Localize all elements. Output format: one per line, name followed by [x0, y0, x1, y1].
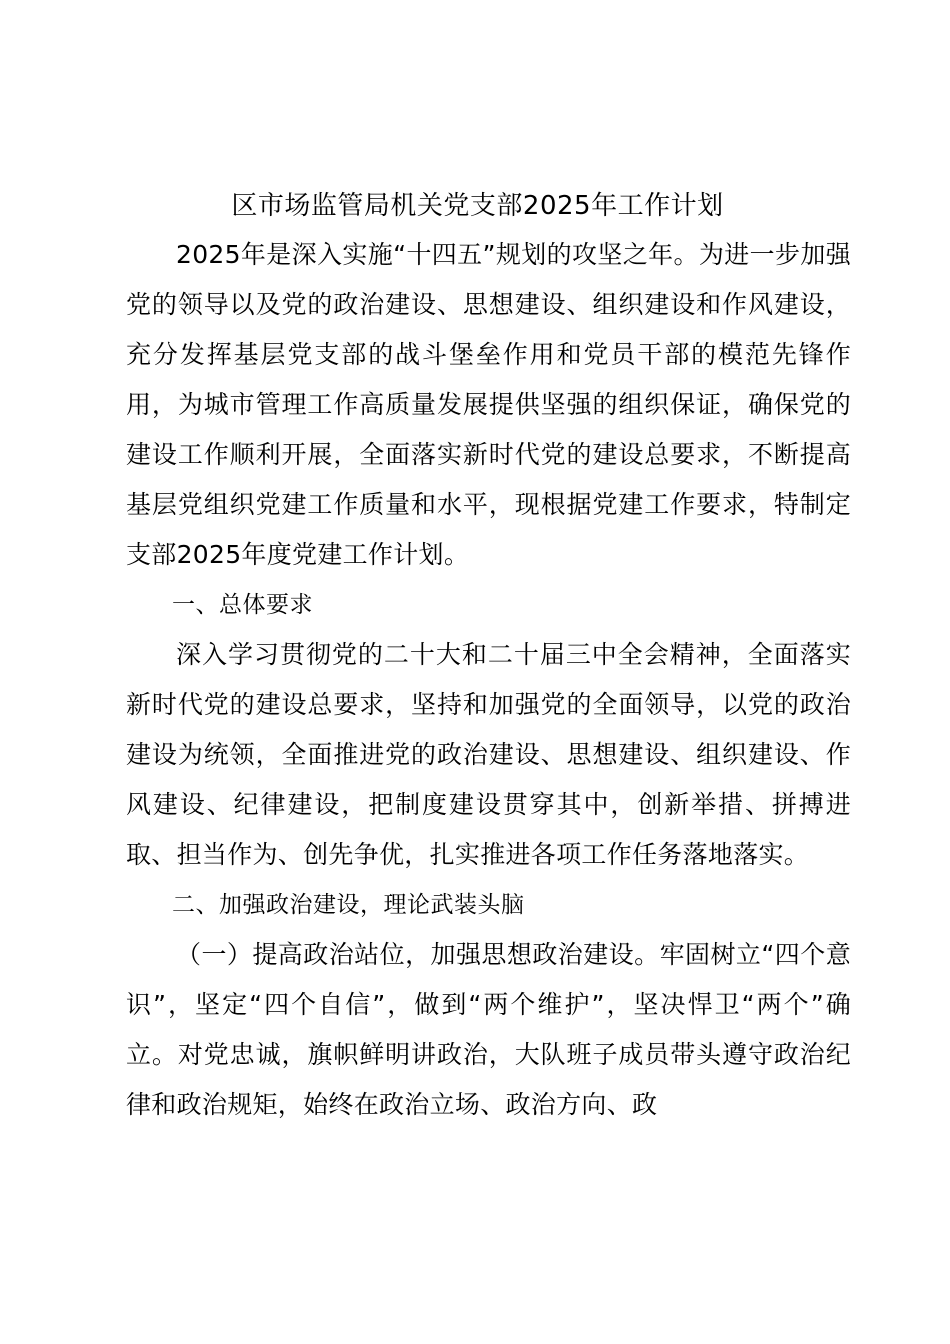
section-heading-overall-requirements: 一、总体要求 [172, 592, 313, 618]
document-title: 区市场监管局机关党支部2025年工作计划 [231, 191, 724, 221]
intro-paragraph: 2025年是深入实施“十四五”规划的攻坚之年。为进一步加强党的领导以及党的政治建设、思想建设、组织建设和作风建设，充分发挥基层党支部的战斗堡垒作用和党员干部的模范先锋作用，为城市管理工作高质量发展提供坚强的组织保证，确保党的建设工作顺利开展，全面落实新时代党的建设总要求，不断提高基层党组织党建工作质量和水平，现根据党建工作要求，特制定支部2025年度党建工作计划。 [126, 240, 851, 569]
section-heading-political-construction: 二、加强政治建设，理论武装头脑 [172, 892, 525, 918]
subsection-paragraph-political-stance: （一）提高政治站位，加强思想政治建设。牢固树立“四个意识”，坚定“四个自信”，做到“两个维护”，坚决悍卫“两个”确立。对党忠诚，旗帜鲜明讲政治，大队班子成员带头遵守政治纪律和政治规矩，始终在政治立场、政治方向、政 [126, 940, 851, 1119]
section-paragraph-overall-requirements: 深入学习贯彻党的二十大和二十届三中全会精神，全面落实新时代党的建设总要求，坚持和加强党的全面领导，以党的政治建设为统领，全面推进党的政治建设、思想建设、组织建设、作风建设、纪律建设，把制度建设贯穿其中，创新举措、拼搏进取、担当作为、创先争优，扎实推进各项工作任务落地落实。 [126, 640, 851, 869]
document-body [126, 230, 851, 1130]
